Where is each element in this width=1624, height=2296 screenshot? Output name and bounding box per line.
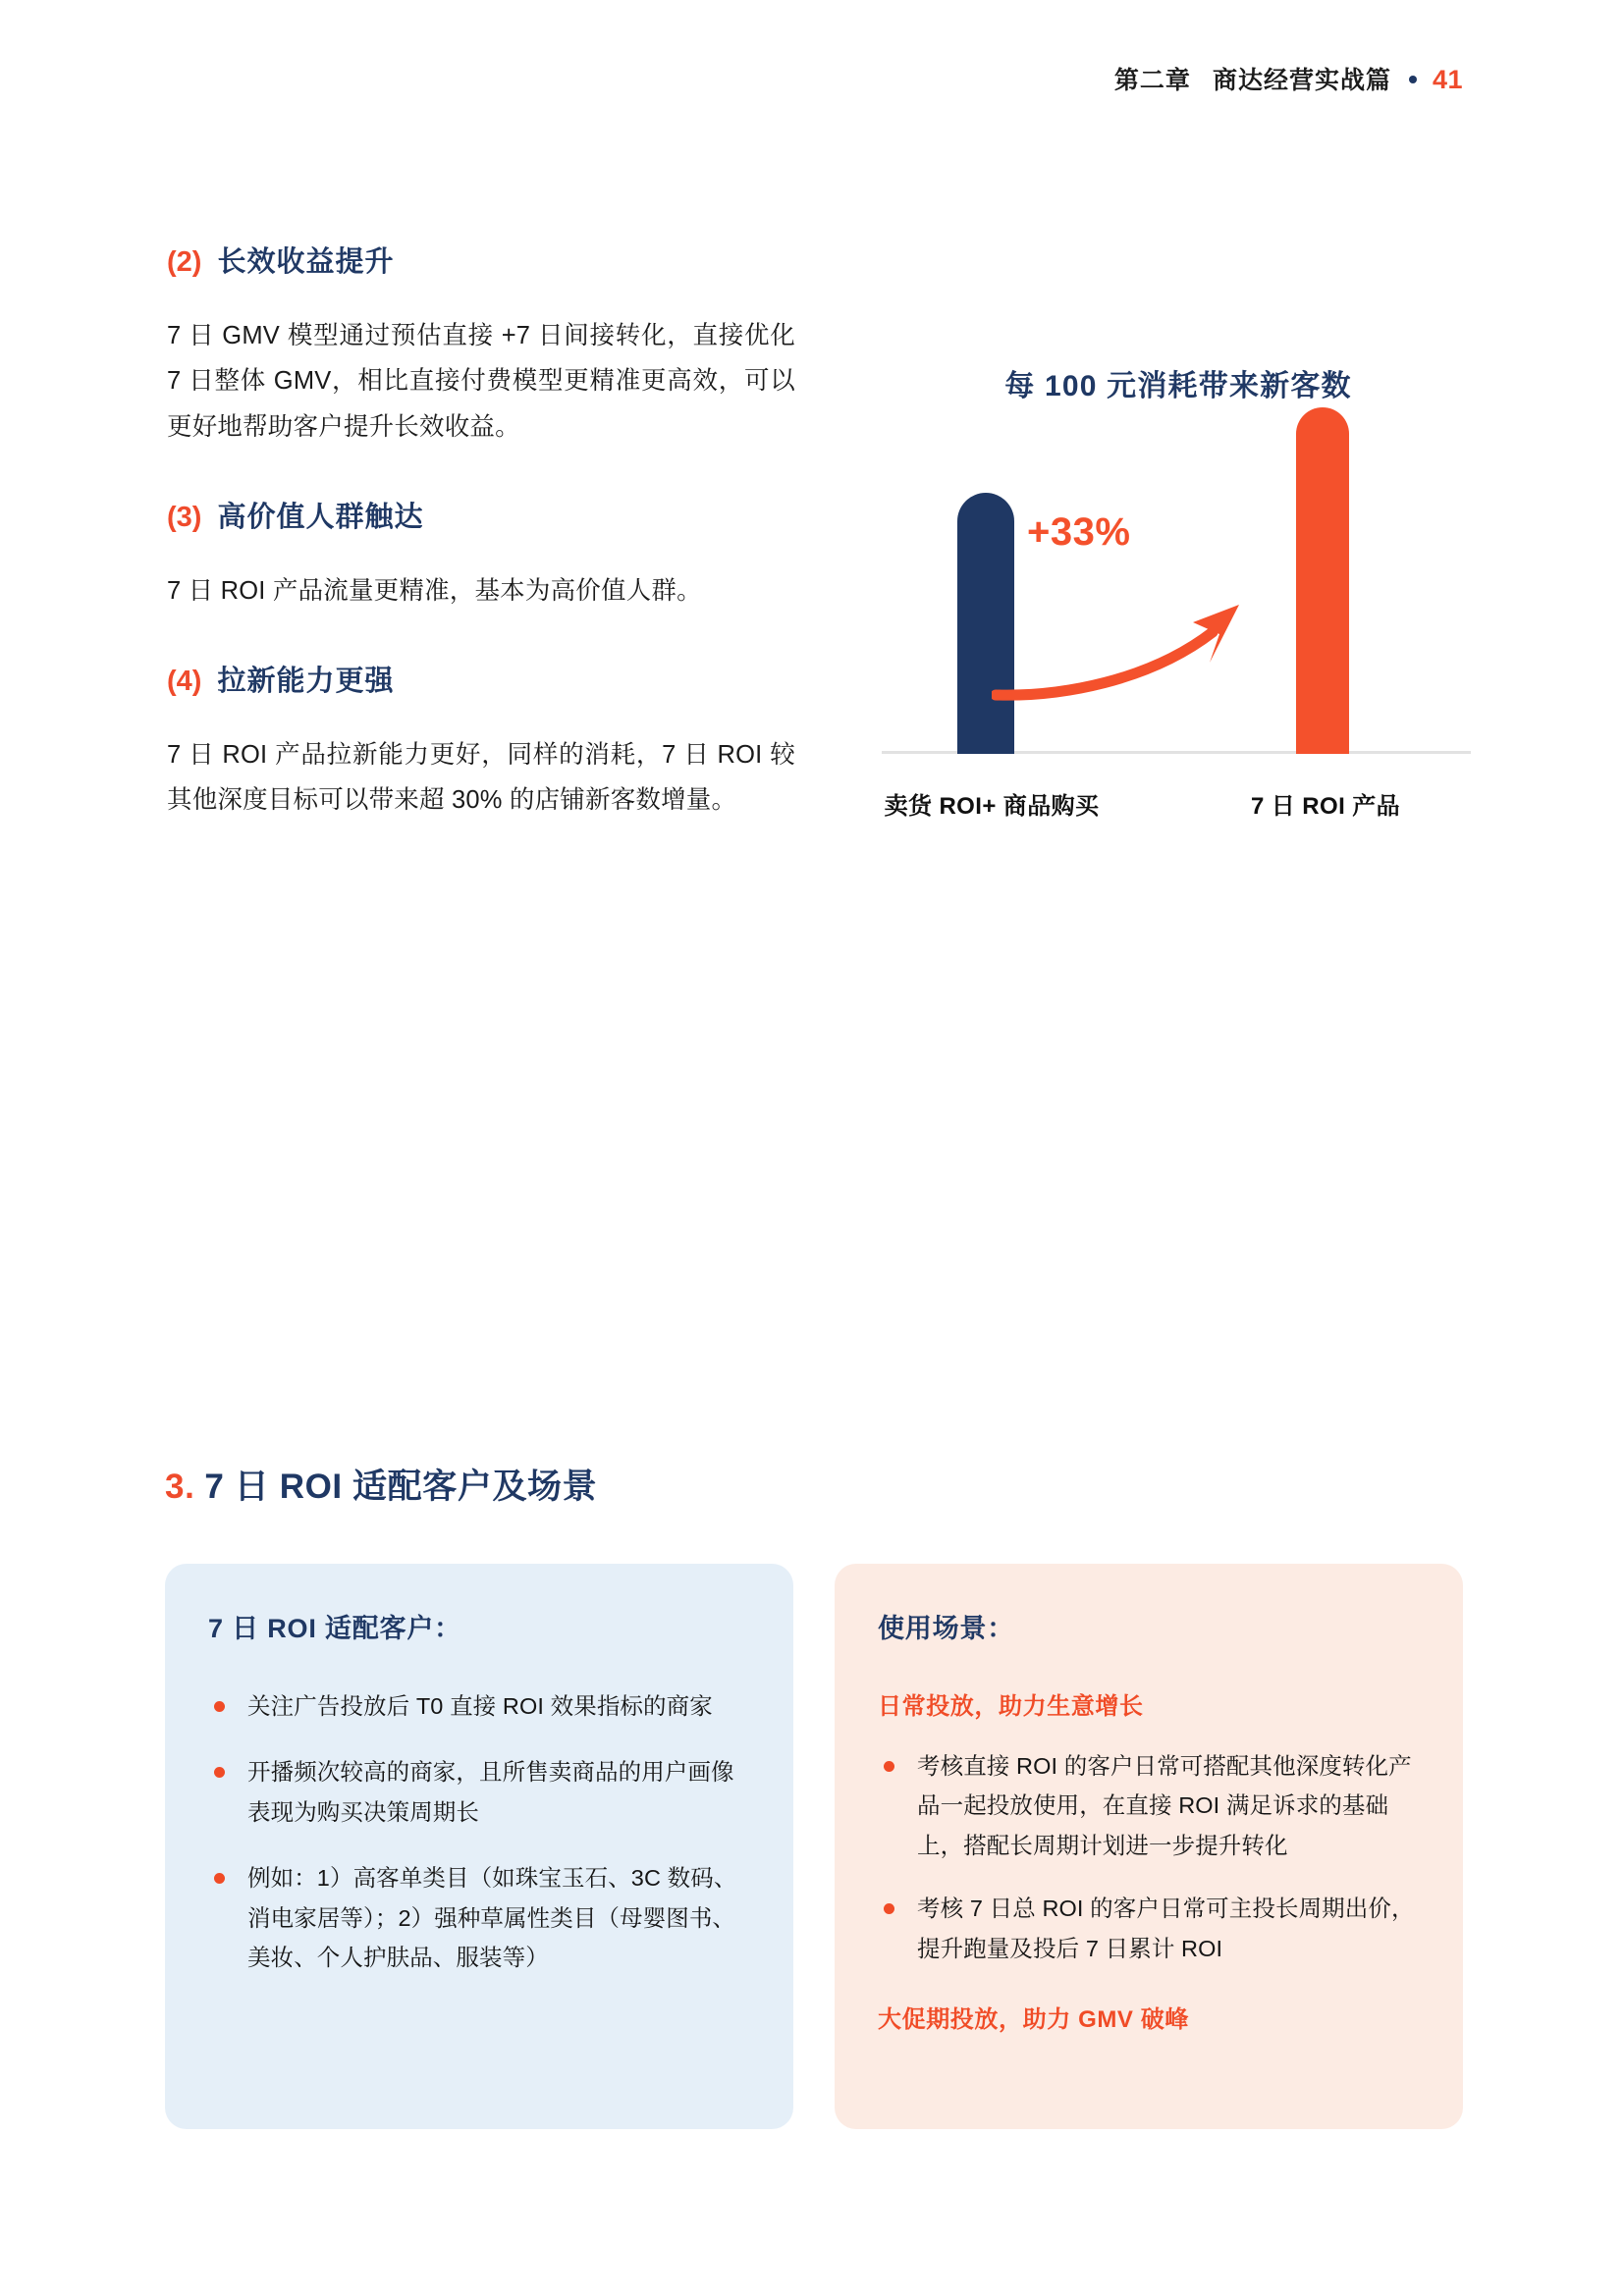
- list-item: 开播频次较高的商家，且所售卖商品的用户画像表现为购买决策周期长: [208, 1752, 754, 1832]
- section3-number: 3.: [165, 1468, 195, 1507]
- section-title-2: 长效收益提升: [217, 246, 395, 278]
- section-title-3: 高价值人群触达: [217, 502, 424, 534]
- list-item: 考核直接 ROI 的客户日常可搭配其他深度转化产品一起投放使用，在直接 ROI 满足诉求的基础上，搭配长周期计划进一步提升转化: [878, 1746, 1424, 1865]
- growth-arrow-icon: [992, 548, 1316, 734]
- list-item: 例如：1）高客单类目（如珠宝玉石、3C 数码、消电家居等）；2）强种草属性类目（母婴图书、美妆、个人护肤品、服装等）: [208, 1858, 754, 1977]
- section-heading-2: [167, 245, 795, 280]
- section-number-2: (2): [167, 246, 202, 278]
- chart-category-label-0: 卖货 ROI+ 商品购买: [884, 793, 1100, 820]
- header-separator-dot-icon: [1409, 76, 1417, 83]
- section-number-3: (3): [167, 502, 202, 534]
- section-number-4: (4): [167, 666, 202, 698]
- chart-title: 每 100 元消耗带来新客数: [1004, 370, 1352, 402]
- panel-left-bullet-list: [208, 1686, 754, 1977]
- page-header: [1114, 61, 1463, 96]
- header-chapter: 第二章: [1113, 67, 1191, 94]
- list-item: 关注广告投放后 T0 直接 ROI 效果指标的商家: [208, 1686, 754, 1726]
- panel-right-subheading-2: 大促期投放，助力 GMV 破峰: [878, 2006, 1190, 2034]
- section-body-3: 7 日 ROI 产品流量更精准，基本为高价值人群。: [167, 576, 702, 605]
- page-number: 41: [1432, 65, 1463, 94]
- section-heading-3: [167, 501, 795, 535]
- panel-right-bullet-list: [878, 1746, 1424, 1968]
- header-title: 商达经营实战篇: [1212, 67, 1391, 94]
- chart-plot-area: [864, 450, 1492, 842]
- left-text-column: [167, 245, 795, 875]
- list-item: 考核 7 日总 ROI 的客户日常可主投长周期出价，提升跑量及投后 7 日累计 ROI: [878, 1889, 1424, 1968]
- section3-heading: [165, 1460, 597, 1509]
- section-body-2: 7 日 GMV 模型通过预估直接 +7 日间接转化，直接优化 7 日整体 GMV，相比直接付费模型更精准更高效，可以更好地帮助客户提升长效收益。: [167, 321, 795, 441]
- panel-target-customers: [165, 1564, 793, 2129]
- section-title-4: 拉新能力更强: [217, 666, 395, 698]
- panel-left-heading: 7 日 ROI 适配客户：: [208, 1614, 461, 1643]
- section3-title: 7 日 ROI 适配客户及场景: [204, 1468, 598, 1507]
- chart-annotation-delta: +33%: [1027, 510, 1131, 554]
- section-heading-4: [167, 665, 795, 699]
- bar-chart: [864, 361, 1492, 911]
- panels-row: [165, 1564, 1463, 2129]
- section-body-4: 7 日 ROI 产品拉新能力更好，同样的消耗，7 日 ROI 较其他深度目标可以带来超 30% 的店铺新客数增量。: [167, 741, 795, 815]
- panel-right-subheading-1: 日常投放，助力生意增长: [878, 1693, 1144, 1720]
- panel-use-cases: [835, 1564, 1463, 2129]
- chart-category-label-1: 7 日 ROI 产品: [1250, 793, 1401, 820]
- panel-right-heading: 使用场景：: [878, 1614, 1014, 1643]
